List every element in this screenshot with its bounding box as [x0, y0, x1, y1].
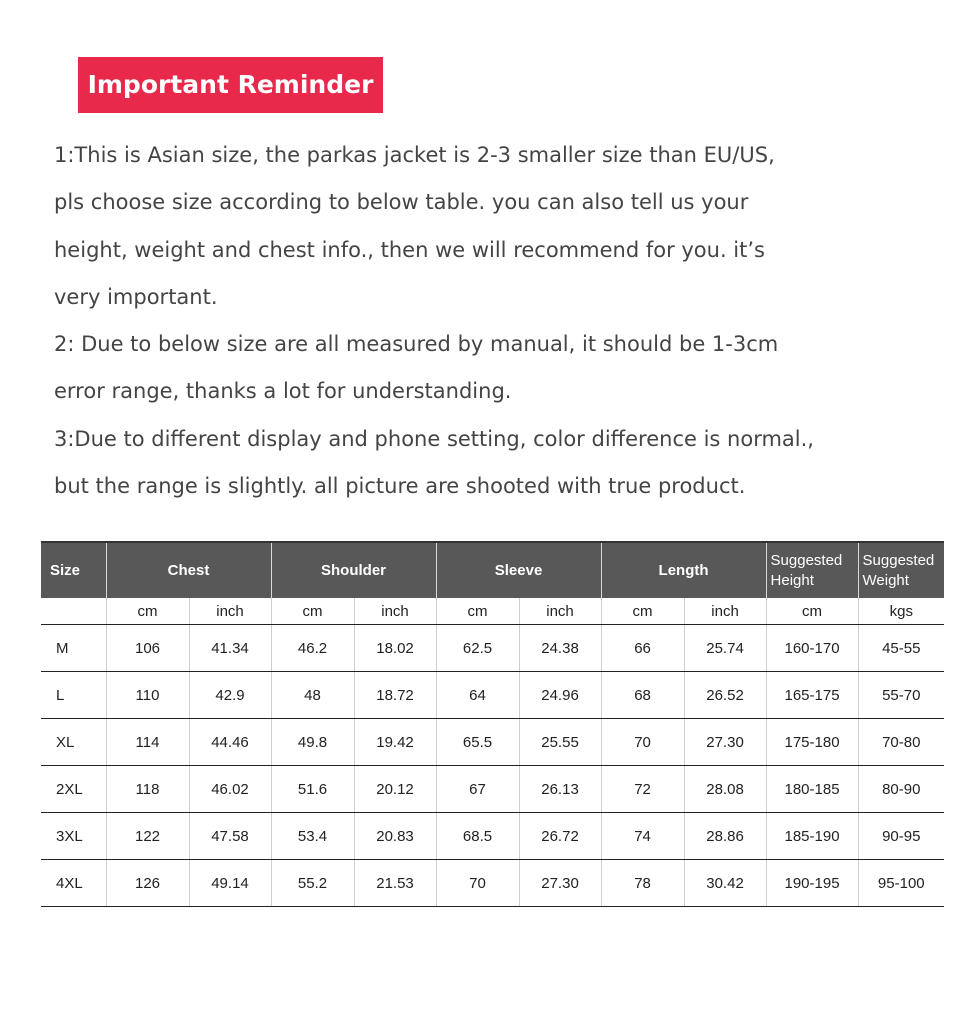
table-cell: 114	[106, 719, 189, 766]
note-line: but the range is slightly. all picture are shooted with true product.	[54, 474, 746, 499]
table-row	[41, 813, 944, 860]
table-cell: 45-55	[858, 625, 944, 672]
table-cell: 53.4	[271, 813, 354, 860]
header-suggested-weight-line2: Weight	[862, 571, 909, 589]
table-cell: 175-180	[766, 719, 858, 766]
table-cell: 185-190	[766, 813, 858, 860]
table-cell: 48	[271, 672, 354, 719]
table-row	[41, 672, 944, 719]
header-chest: Chest	[106, 542, 271, 598]
header-suggested-height-line1: Suggested	[770, 551, 843, 569]
table-cell: 165-175	[766, 672, 858, 719]
table-cell: 27.30	[519, 860, 601, 907]
table-cell: 30.42	[684, 860, 766, 907]
table-cell: 28.86	[684, 813, 766, 860]
unit-cell: inch	[684, 598, 766, 625]
note-line: height, weight and chest info., then we will recommend for you. it’s	[54, 237, 765, 262]
unit-cell: cm	[766, 598, 858, 625]
table-cell: 68	[601, 672, 684, 719]
table-cell: 27.30	[684, 719, 766, 766]
table-cell: 106	[106, 625, 189, 672]
table-cell: 126	[106, 860, 189, 907]
table-cell: 70	[601, 719, 684, 766]
header-suggested-height-line2: Height	[770, 571, 814, 589]
unit-cell: cm	[601, 598, 684, 625]
size-chart-table	[41, 541, 944, 907]
table-cell: 118	[106, 766, 189, 813]
table-cell: 44.46	[189, 719, 271, 766]
unit-cell: inch	[354, 598, 436, 625]
table-cell: 42.9	[189, 672, 271, 719]
reminder-notes	[54, 132, 934, 510]
table-row	[41, 625, 944, 672]
unit-cell: inch	[189, 598, 271, 625]
table-cell: 18.02	[354, 625, 436, 672]
note-line: error range, thanks a lot for understanding.	[54, 379, 512, 404]
table-row	[41, 860, 944, 907]
size-label-cell: M	[41, 625, 106, 672]
table-cell: 74	[601, 813, 684, 860]
unit-cell: cm	[106, 598, 189, 625]
header-shoulder: Shoulder	[271, 542, 436, 598]
header-suggested-weight	[858, 542, 944, 598]
table-cell: 72	[601, 766, 684, 813]
header-size: Size	[41, 542, 106, 598]
unit-cell: inch	[519, 598, 601, 625]
unit-cell: cm	[436, 598, 519, 625]
table-cell: 190-195	[766, 860, 858, 907]
table-cell: 41.34	[189, 625, 271, 672]
table-cell: 49.8	[271, 719, 354, 766]
table-cell: 21.53	[354, 860, 436, 907]
table-cell: 70-80	[858, 719, 944, 766]
table-cell: 66	[601, 625, 684, 672]
size-label-cell: 4XL	[41, 860, 106, 907]
table-cell: 26.13	[519, 766, 601, 813]
header-suggested-height	[766, 542, 858, 598]
table-cell: 64	[436, 672, 519, 719]
note-line: very important.	[54, 284, 218, 309]
unit-cell: cm	[271, 598, 354, 625]
table-cell: 62.5	[436, 625, 519, 672]
table-cell: 18.72	[354, 672, 436, 719]
size-label-cell: 2XL	[41, 766, 106, 813]
size-label-cell: XL	[41, 719, 106, 766]
table-header-row	[41, 542, 944, 598]
table-cell: 19.42	[354, 719, 436, 766]
table-cell: 180-185	[766, 766, 858, 813]
unit-cell	[41, 598, 106, 625]
header-sleeve: Sleeve	[436, 542, 601, 598]
table-cell: 122	[106, 813, 189, 860]
table-cell: 25.55	[519, 719, 601, 766]
table-cell: 20.12	[354, 766, 436, 813]
table-cell: 49.14	[189, 860, 271, 907]
units-row	[41, 598, 944, 625]
table-cell: 68.5	[436, 813, 519, 860]
table-cell: 46.02	[189, 766, 271, 813]
note-line: 3:Due to different display and phone setting, color difference is normal.,	[54, 426, 814, 451]
size-label-cell: 3XL	[41, 813, 106, 860]
table-cell: 25.74	[684, 625, 766, 672]
table-cell: 55.2	[271, 860, 354, 907]
table-cell: 67	[436, 766, 519, 813]
table-cell: 26.52	[684, 672, 766, 719]
header-length: Length	[601, 542, 766, 598]
table-cell: 51.6	[271, 766, 354, 813]
table-cell: 90-95	[858, 813, 944, 860]
table-cell: 78	[601, 860, 684, 907]
header-suggested-weight-line1: Suggested	[862, 551, 935, 569]
table-cell: 55-70	[858, 672, 944, 719]
size-label-cell: L	[41, 672, 106, 719]
table-row	[41, 766, 944, 813]
unit-cell: kgs	[858, 598, 944, 625]
table-cell: 24.96	[519, 672, 601, 719]
table-cell: 24.38	[519, 625, 601, 672]
important-reminder-banner: Important Reminder	[78, 57, 383, 113]
table-cell: 95-100	[858, 860, 944, 907]
note-line: pls choose size according to below table. you can also tell us your	[54, 190, 749, 215]
table-cell: 20.83	[354, 813, 436, 860]
table-cell: 80-90	[858, 766, 944, 813]
table-cell: 47.58	[189, 813, 271, 860]
table-cell: 65.5	[436, 719, 519, 766]
table-cell: 110	[106, 672, 189, 719]
table-cell: 28.08	[684, 766, 766, 813]
note-line: 2: Due to below size are all measured by manual, it should be 1-3cm	[54, 332, 779, 357]
table-cell: 26.72	[519, 813, 601, 860]
table-row	[41, 719, 944, 766]
table-cell: 70	[436, 860, 519, 907]
table-cell: 160-170	[766, 625, 858, 672]
table-cell: 46.2	[271, 625, 354, 672]
note-line: 1:This is Asian size, the parkas jacket is 2-3 smaller size than EU/US,	[54, 143, 775, 167]
